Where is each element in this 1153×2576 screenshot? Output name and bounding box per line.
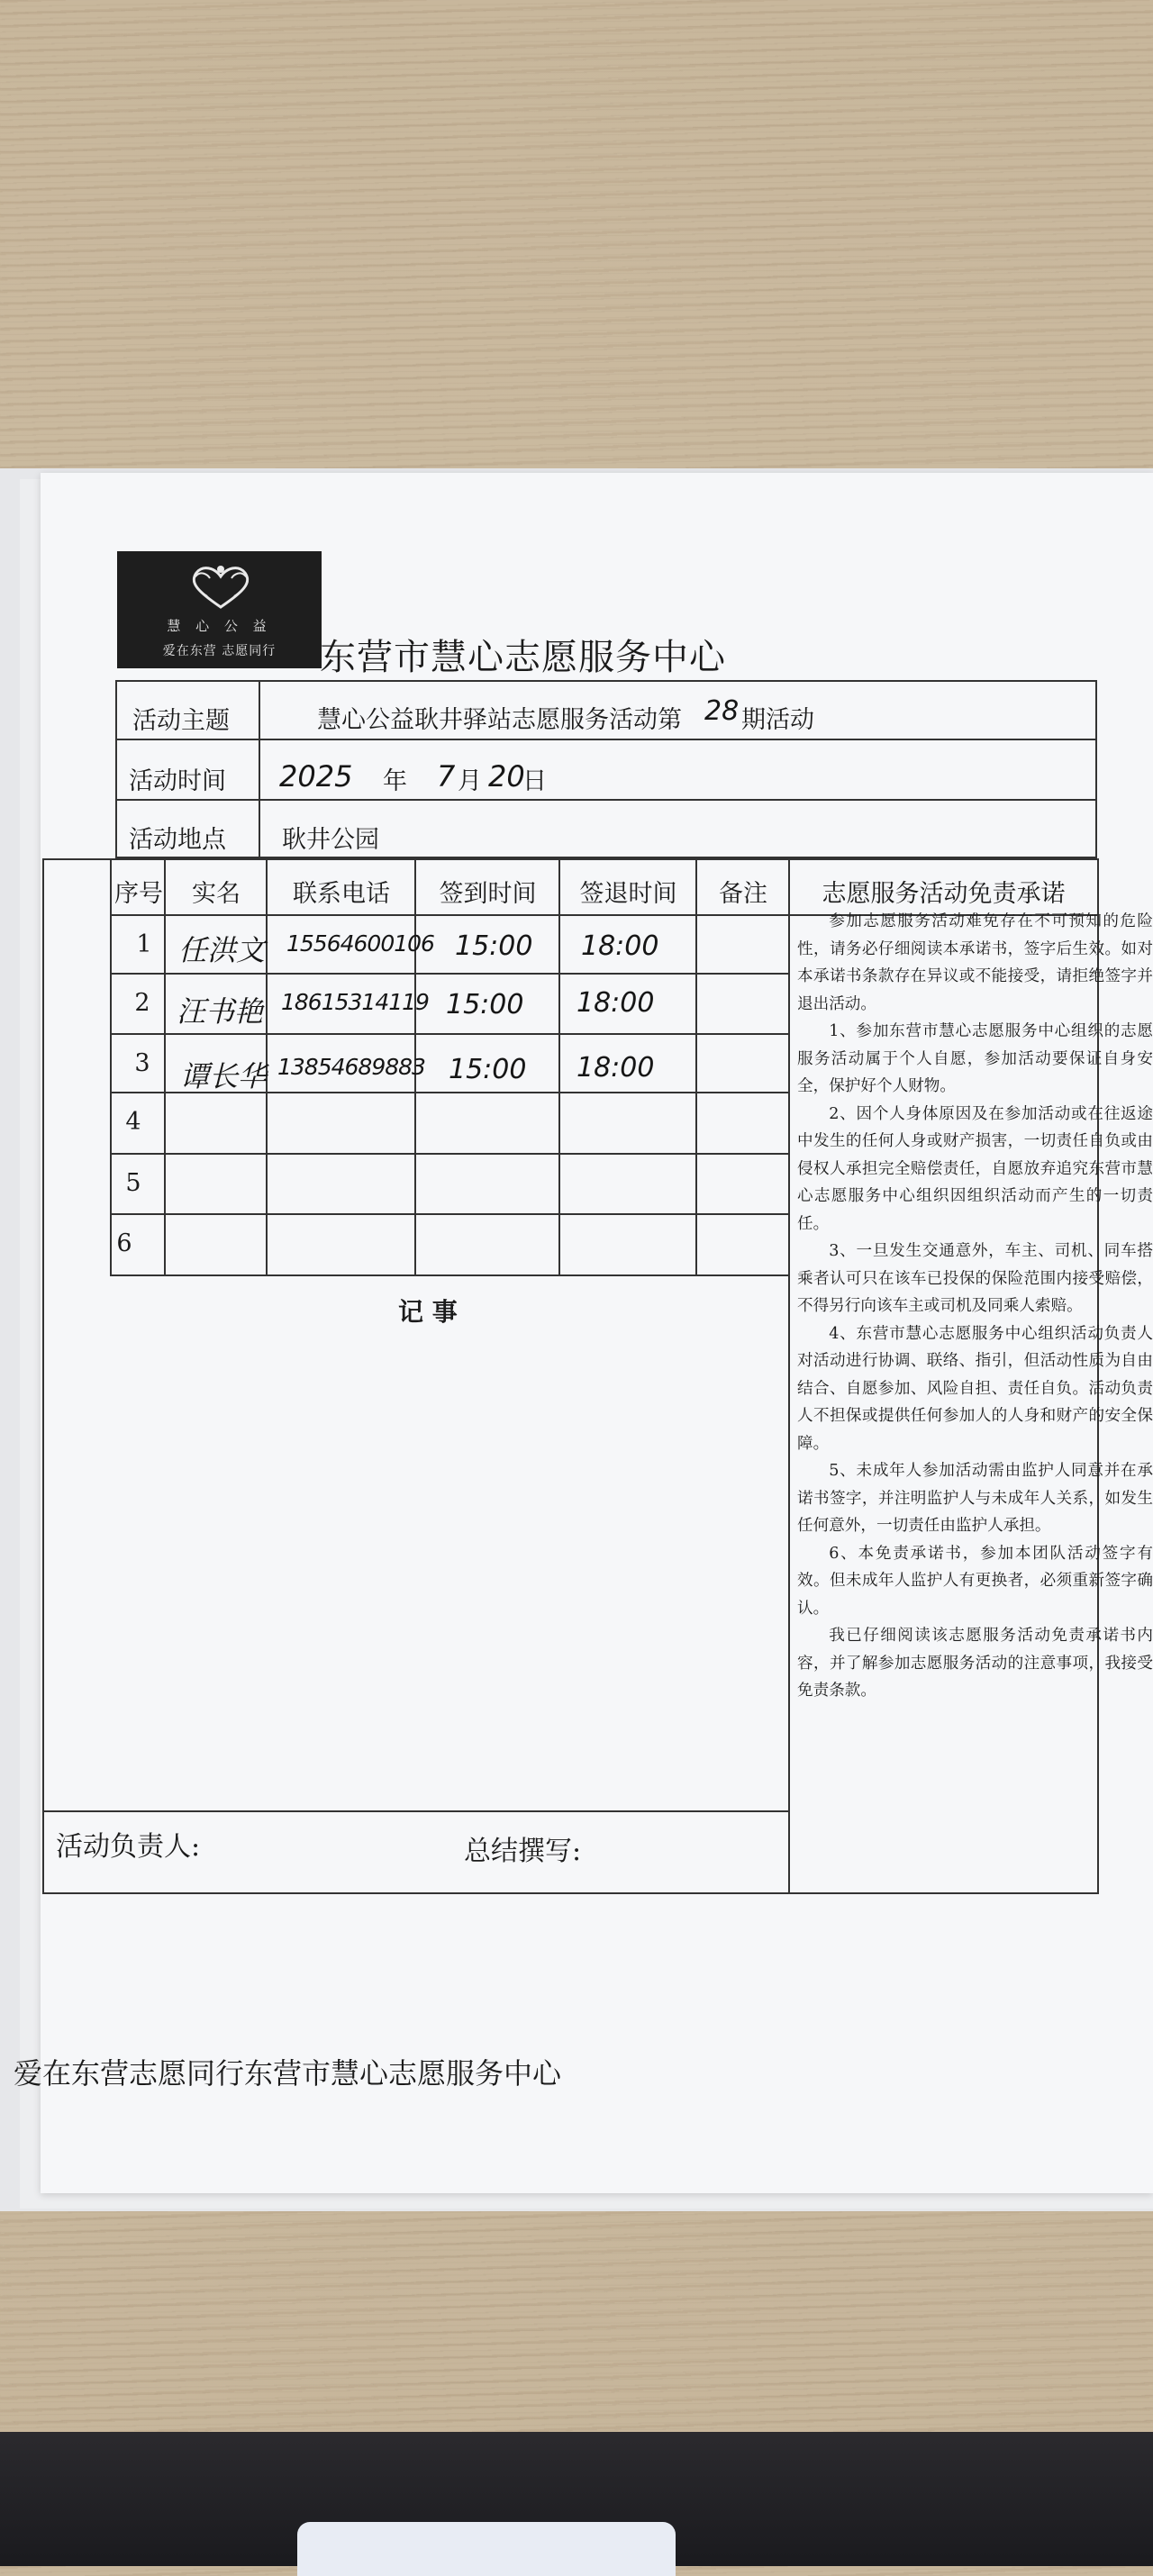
row-2-signout: 18:00 — [576, 987, 655, 1019]
heart-logo-icon — [180, 560, 261, 614]
row-3-signin: 15:00 — [449, 1054, 527, 1085]
disclaimer-title: 志愿服务活动免责承诺 — [822, 880, 1066, 908]
header-remark: 备注 — [719, 880, 767, 908]
location-label: 活动地点 — [129, 826, 226, 854]
organization-logo — [117, 551, 322, 668]
topic-value-suffix: 期活动 — [741, 706, 814, 734]
header-signin: 签到时间 — [439, 880, 537, 908]
row-1-signin: 15:00 — [455, 930, 533, 962]
cloth-object — [297, 2522, 676, 2576]
row-1-name: 任洪文 — [178, 933, 266, 967]
time-year-label: 年 — [383, 767, 407, 795]
time-day: 20 — [488, 759, 525, 794]
disclaimer-item-1: 1、参加东营市慧心志愿服务中心组织的志愿服务活动属于个人自愿，参加活动要保证自身安全，保护好个人财物。 — [797, 1022, 1153, 1095]
page-footer: 爱在东营志愿同行东营市慧心志愿服务中心 — [14, 2056, 562, 2091]
leader-label: 活动负责人: — [56, 1831, 201, 1863]
header-phone: 联系电话 — [293, 880, 390, 908]
row-1-phone: 15564600106 — [286, 930, 434, 957]
disclaimer-item-3: 3、一旦发生交通意外，车主、司机、同车搭乘者认可只在该车已投保的保险范围内接受赔偿，不得另行向该车主或司机及同乘人索赔。 — [797, 1242, 1153, 1315]
topic-issue-number: 28 — [704, 695, 740, 727]
row-2-number: 2 — [134, 989, 150, 1017]
row-5-number: 5 — [125, 1169, 141, 1197]
disclaimer-item-6: 6、本免责承诺书，参加本团队活动签字有效。但未成年人监护人有更换者，必须重新签字确认。 — [797, 1544, 1153, 1618]
header-seq: 序号 — [114, 880, 163, 908]
time-month: 7 — [437, 759, 456, 794]
logo-name: 慧 心 公 益 — [167, 618, 272, 634]
disclaimer-confirmation: 我已仔细阅读该志愿服务活动免责承诺书内容，并了解参加志愿服务活动的注意事项，我接受免责条款。 — [797, 1627, 1153, 1700]
organization-title: 东营市慧心志愿服务中心 — [320, 637, 726, 678]
row-4-number: 4 — [125, 1108, 141, 1136]
disclaimer-item-5: 5、未成年人参加活动需由监护人同意并在承诺书签字，并注明监护人与未成年人关系，如发生任何意外，一切责任由监护人承担。 — [797, 1462, 1153, 1535]
row-1-number: 1 — [136, 930, 152, 958]
row-3-number: 3 — [134, 1049, 150, 1077]
summary-label: 总结撰写: — [464, 1836, 582, 1867]
location-value: 耿井公园 — [282, 826, 379, 854]
logo-slogan: 爱在东营 志愿同行 — [162, 644, 277, 658]
row-2-signin: 15:00 — [446, 989, 524, 1020]
disclaimer-intro: 参加志愿服务活动难免存在不可预知的危险性，请务必仔细阅读本承诺书，签字后生效。如对本承诺书条款存在异议或不能接受，请拒绝签字并退出活动。 — [797, 912, 1153, 1013]
row-3-signout: 18:00 — [576, 1052, 655, 1084]
header-signout: 签退时间 — [579, 880, 677, 908]
row-6-number: 6 — [116, 1229, 132, 1257]
disclaimer-item-4: 4、东营市慧心志愿服务中心组织活动负责人对活动进行协调、联络、指引，但活动性质为自由结合、自愿参加、风险自担、责任自负。活动负责人不担保或提供任何参加人的人身和财产的安全保障。 — [797, 1324, 1153, 1453]
row-2-name: 汪书艳 — [177, 994, 264, 1029]
topic-label: 活动主题 — [132, 707, 230, 735]
header-name: 实名 — [192, 880, 241, 908]
time-day-label: 日 — [522, 767, 547, 795]
row-3-name: 谭长华 — [180, 1059, 268, 1093]
time-label: 活动时间 — [129, 767, 226, 795]
time-year: 2025 — [279, 759, 353, 794]
row-3-phone: 13854689883 — [277, 1054, 425, 1080]
row-2-phone: 18615314119 — [281, 989, 429, 1015]
notes-heading: 记 事 — [398, 1297, 458, 1327]
time-month-label: 月 — [458, 767, 482, 795]
row-1-signout: 18:00 — [581, 930, 659, 962]
topic-value-prefix: 慧心公益耿井驿站志愿服务活动第 — [317, 706, 682, 734]
disclaimer-body — [797, 908, 1153, 1705]
disclaimer-item-2: 2、因个人身体原因及在参加活动或在往返途中发生的任何人身或财产损害，一切责任自负或由侵权人承担完全赔偿责任，自愿放弃追究东营市慧心志愿服务中心组织因组织活动而产生的一切责任。 — [797, 1104, 1153, 1233]
